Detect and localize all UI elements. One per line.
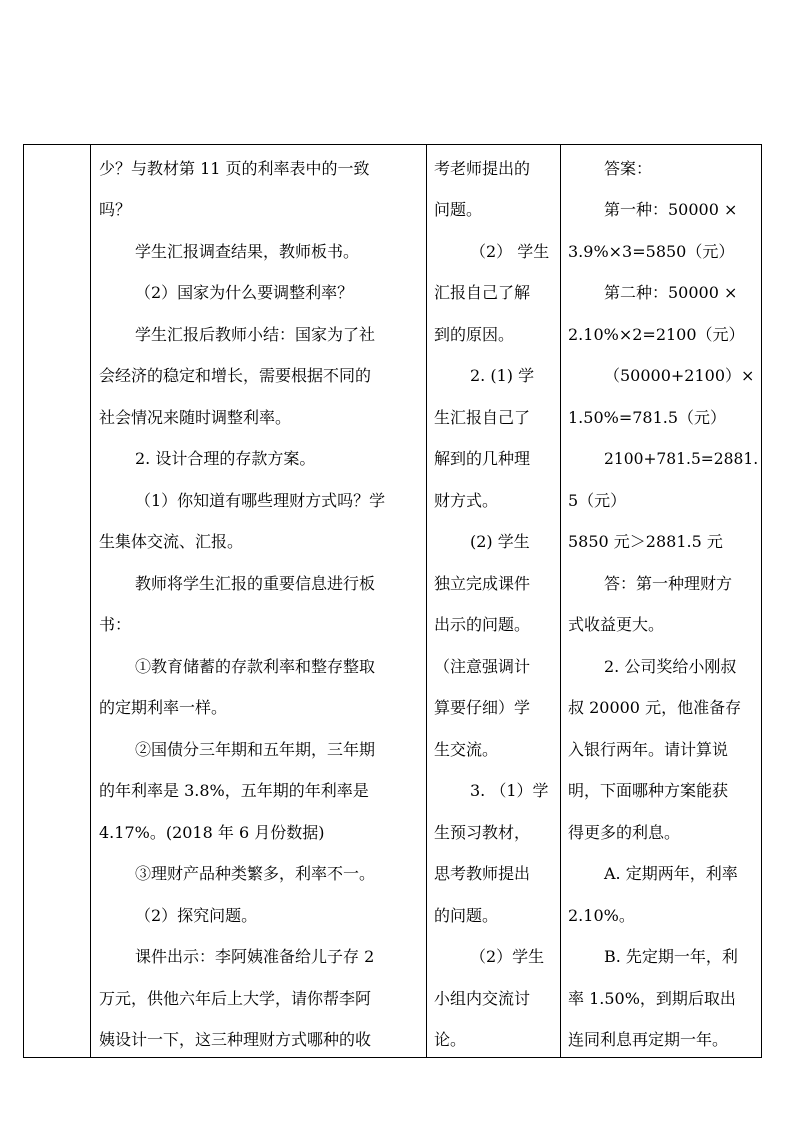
text-line: 书：	[99, 615, 132, 634]
text-line: ③理财产品种类繁多，利率不一。	[135, 864, 376, 883]
text-line: 第二种：50000 ×	[604, 283, 738, 302]
text-line: 明，下面哪种方案能获	[568, 781, 729, 800]
text-line: 式收益更大。	[568, 615, 665, 634]
text-line: 独立完成课件	[434, 574, 531, 593]
text-line: 率 1.50%，到期后取出	[568, 989, 736, 1008]
text-line: (2) 学生	[470, 532, 530, 551]
text-line: （注意强调计	[434, 657, 531, 676]
text-line: 3. （1）学	[470, 781, 549, 800]
text-line: （1）你知道有哪些理财方式吗？学	[135, 491, 386, 510]
student-activity-cell	[427, 145, 560, 1057]
text-line: 的定期利率一样。	[99, 698, 228, 717]
text-line: 教师将学生汇报的重要信息进行板	[135, 574, 376, 593]
text-line: （2）学生	[470, 947, 545, 966]
text-line: 4.17%。(2018 年 6 月份数据)	[99, 823, 325, 842]
text-line: 2. (1) 学	[470, 366, 535, 385]
text-line: 姨设计一下，这三种理财方式哪种的收	[99, 1030, 372, 1049]
text-line: 出示的问题。	[434, 615, 531, 634]
text-line: 算要仔细）学	[434, 698, 531, 717]
text-line: 汇报自己了解	[434, 283, 531, 302]
text-line: 2.10%×2=2100（元）	[568, 325, 745, 344]
text-line: 叔 20000 元，他准备存	[568, 698, 742, 717]
text-line: 的年利率是 3.8%，五年期的年利率是	[99, 781, 369, 800]
text-line: 吗？	[99, 200, 132, 219]
text-line: 2. 设计合理的存款方案。	[135, 449, 316, 468]
text-line: 论。	[434, 1030, 467, 1049]
text-line: 课件出示：李阿姨准备给儿子存 2	[135, 947, 375, 966]
text-line: 连同利息再定期一年。	[568, 1030, 729, 1049]
text-line: 5（元）	[568, 491, 627, 510]
text-line: 5850 元＞2881.5 元	[568, 532, 723, 551]
text-line: 答案：	[604, 159, 653, 178]
text-line: 社会情况来随时调整利率。	[99, 408, 292, 427]
text-line: 生汇报自己了	[434, 408, 531, 427]
text-line: A. 定期两年，利率	[604, 864, 738, 883]
text-line: 2. 公司奖给小刚叔	[604, 657, 737, 676]
text-line: 2.10%。	[568, 906, 635, 925]
teaching-process-cell	[91, 145, 426, 1057]
text-line: 思考教师提出	[434, 864, 531, 883]
text-line: 考老师提出的	[434, 159, 531, 178]
text-line: 1.50%=781.5（元）	[568, 408, 727, 427]
text-line: 答：第一种理财方	[604, 574, 733, 593]
text-line: 学生汇报后教师小结：国家为了社	[135, 325, 376, 344]
text-line: ①教育储蓄的存款利率和整存整取	[135, 657, 376, 676]
text-line: 2100+781.5=2881.	[604, 450, 759, 468]
exercise-answer-cell	[561, 145, 762, 1057]
text-line: 的问题。	[434, 906, 499, 925]
text-line: 入银行两年。请计算说	[568, 740, 729, 759]
text-line: 3.9%×3=5850（元）	[568, 242, 735, 261]
blank-column-cell	[24, 145, 90, 1057]
text-line: 第一种：50000 ×	[604, 200, 738, 219]
text-line: 万元，供他六年后上大学，请你帮李阿	[99, 989, 372, 1008]
text-line: 到的原因。	[434, 325, 515, 344]
lesson-plan-table	[23, 144, 762, 1058]
text-line: （2）探究问题。	[135, 906, 258, 925]
text-line: 生预习教材，	[434, 823, 531, 842]
text-line: 解到的几种理	[434, 449, 531, 468]
text-line: ②国债分三年期和五年期，三年期	[135, 740, 376, 759]
text-line: （2）国家为什么要调整利率？	[135, 283, 354, 302]
text-line: 得更多的利息。	[568, 823, 681, 842]
text-line: （2） 学生	[470, 242, 550, 261]
text-line: 会经济的稳定和增长，需要根据不同的	[99, 366, 372, 385]
text-line: （50000+2100）×	[604, 366, 755, 385]
text-line: 问题。	[434, 200, 483, 219]
text-line: 财方式。	[434, 491, 499, 510]
text-line: 小组内交流讨	[434, 989, 531, 1008]
text-line: 生交流。	[434, 740, 499, 759]
text-line: 学生汇报调查结果，教师板书。	[135, 242, 360, 261]
text-line: B. 先定期一年，利	[604, 947, 738, 966]
text-line: 少？与教材第 11 页的利率表中的一致	[99, 159, 370, 178]
text-line: 生集体交流、汇报。	[99, 532, 244, 551]
